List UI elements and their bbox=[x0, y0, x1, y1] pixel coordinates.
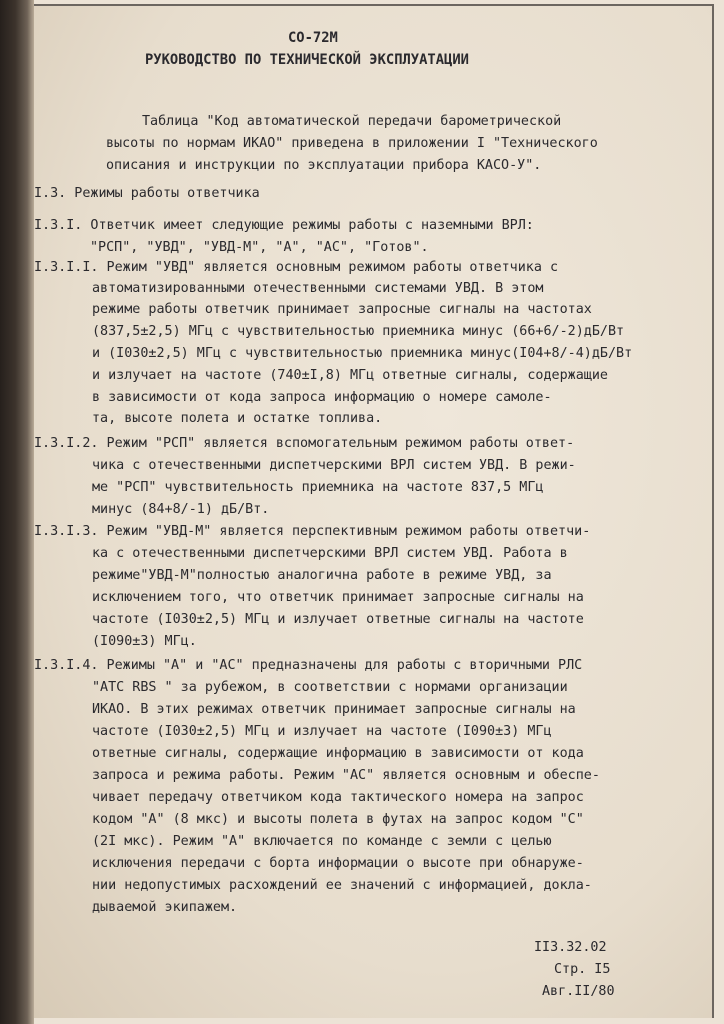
paragraph-line: исключения передачи с борта информации о высоте при обнаруже- bbox=[92, 856, 584, 871]
paragraph-line: минус (84+8/-1) дБ/Вт. bbox=[92, 502, 270, 517]
paragraph-line: чика с отечественными диспетчерскими ВРЛ систем УВД. В режи- bbox=[92, 458, 576, 473]
doc-code: СО-72М bbox=[288, 30, 338, 46]
intro-line: Таблица "Код автоматической передачи барометрической bbox=[142, 114, 562, 129]
paragraph-line: (837,5±2,5) МГц с чувствительностью приемника минус (66+6/-2)дБ/Вт bbox=[92, 324, 625, 339]
paragraph-line: и (I030±2,5) МГц с чувствительностью приемника минус(I04+8/-4)дБ/Вт bbox=[92, 346, 633, 361]
paragraph-line: частоте (I030±2,5) МГц и излучает ответные сигналы на частоте bbox=[92, 612, 584, 627]
paragraph-line: режиме"УВД-М"полностью аналогична работе в режиме УВД, за bbox=[92, 568, 552, 583]
paragraph-line: ответные сигналы, содержащие информацию в зависимости от кода bbox=[92, 746, 584, 761]
binding-shadow bbox=[0, 0, 34, 1024]
paragraph-line: исключением того, что ответчик принимает запросные сигналы на bbox=[92, 590, 584, 605]
paragraph-line: чивает передачу ответчиком кода тактического номера на запрос bbox=[92, 790, 584, 805]
paragraph-line: дываемой экипажем. bbox=[92, 900, 238, 915]
paragraph-line: ме "РСП" чувствительность приемника на частоте 837,5 МГц bbox=[92, 480, 544, 495]
paragraph-line: I.3.I.2. Режим "РСП" является вспомогательным режимом работы ответ- bbox=[34, 436, 575, 451]
paragraph-line: I.3.I. Ответчик имеет следующие режимы работы с наземными ВРЛ: bbox=[34, 218, 534, 233]
paragraph-line: "АТС RBS " за рубежом, в соответствии с нормами организации bbox=[92, 680, 568, 695]
intro-line: высоты по нормам ИКАО" приведена в приложении I "Технического bbox=[106, 136, 598, 151]
paragraph-line: режиме работы ответчик принимает запросные сигналы на частотах bbox=[92, 302, 592, 317]
doc-number: II3.32.02 bbox=[534, 940, 607, 955]
paragraph-line: (I090±3) МГц. bbox=[92, 634, 197, 649]
paragraph-line: кодом "А" (8 мкс) и высоты полета в футах на запрос кодом "С" bbox=[92, 812, 584, 827]
paragraph-line: и излучает на частоте (740±I,8) МГц ответные сигналы, содержащие bbox=[92, 368, 608, 383]
doc-title: РУКОВОДСТВО ПО ТЕХНИЧЕСКОЙ ЭКСПЛУАТАЦИИ bbox=[145, 52, 469, 68]
paragraph-line: нии недопустимых расхождений ее значений с информацией, докла- bbox=[92, 878, 592, 893]
paragraph-line: та, высоте полета и остатке топлива. bbox=[92, 411, 383, 426]
paragraph-line: I.3.I.3. Режим "УВД-М" является перспективным режимом работы ответчи- bbox=[34, 524, 591, 539]
paragraph-line: I.3.I.I. Режим "УВД" является основным режимом работы ответчика с bbox=[34, 260, 559, 275]
paragraph-line: I.3.I.4. Режимы "А" и "АС" предназначены для работы с вторичными РЛС bbox=[34, 658, 583, 673]
section-title: I.3. Режимы работы ответчика bbox=[34, 186, 260, 201]
paragraph-line: ИКАО. В этих режимах ответчик принимает запросные сигналы на bbox=[92, 702, 576, 717]
intro-line: описания и инструкции по эксплуатации прибора КАСО-У". bbox=[106, 158, 542, 173]
paragraph-line: в зависимости от кода запроса информацию о номере самоле- bbox=[92, 390, 552, 405]
paragraph-line: запроса и режима работы. Режим "АС" является основным и обеспе- bbox=[92, 768, 600, 783]
document-page bbox=[34, 4, 714, 1018]
paragraph-line: "РСП", "УВД", "УВД-М", "А", "АС", "Готов". bbox=[90, 240, 429, 255]
paragraph-line: (2I мкс). Режим "А" включается по команде с земли с целью bbox=[92, 834, 552, 849]
paragraph-line: автоматизированными отечественными системами УВД. В этом bbox=[92, 281, 544, 296]
paragraph-line: частоте (I030±2,5) МГц и излучает на частоте (I090±3) МГц bbox=[92, 724, 552, 739]
page-number: Стр. I5 bbox=[554, 962, 611, 977]
doc-date: Авг.II/80 bbox=[542, 984, 615, 999]
paragraph-line: ка с отечественными диспетчерскими ВРЛ систем УВД. Работа в bbox=[92, 546, 568, 561]
